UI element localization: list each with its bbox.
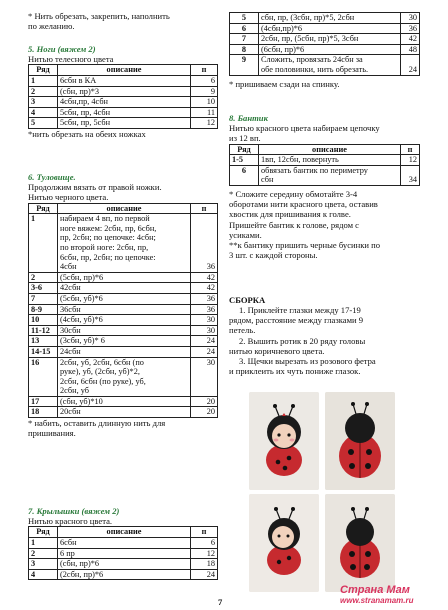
col-header-stitches: п	[191, 203, 218, 214]
ladybug-photo-back-2	[325, 494, 395, 592]
bow-note-2: **к бантику пришить черные бусинки по 3 шт. с каждой стороны.	[229, 240, 381, 261]
bow-note-1: * Сложите середину обмотайте 3-4 оборотами нити красного цвета, оставив хвостик для пришивания к голве. Пришейте бантик к голове, рядом с усиками.	[229, 188, 378, 240]
legs-subtitle: Нитью телесного цвета	[28, 54, 114, 65]
ladybug-photo-back	[325, 392, 395, 490]
intro-line: по желанию.	[28, 21, 75, 32]
bow-section	[229, 113, 420, 260]
bow-title: 8. Бантик	[229, 113, 268, 123]
table-row: 1 6сбн в КА 6	[29, 76, 218, 87]
table-row: 7 2сбн, пр, (5сбн, пр)*5, 3сбн 42	[230, 34, 420, 45]
table-row: 1 набираем 4 вп, по первой ноге вяжем: 2сбн, пр, 6сбн, пр, 2сбн; по цепочке: 4сбн; по второй ноге: 2сбн, пр, 6сбн, пр, 2сбн; по цепочке: 4сбн 36	[29, 214, 218, 273]
torso-title: 6. Туловище.	[28, 172, 76, 182]
wings-continued	[229, 12, 420, 89]
bow-line: из 12 вп.	[229, 133, 261, 144]
legs-title: 5. Ноги (вяжем 2)	[28, 44, 96, 54]
table-row: 1-5 1вп, 12сбн, повернуть 12	[230, 155, 420, 166]
col-header-row: Ряд	[29, 527, 58, 538]
wings-subtitle: Нитью красного цвета.	[28, 516, 113, 527]
wings-table	[28, 526, 218, 580]
table-row: 6 обвязать бантик по периметру сбн 34	[230, 165, 420, 185]
table-row: 2 (5сбн, пр)*6 42	[29, 272, 218, 283]
ladybug-back-icon	[325, 392, 395, 490]
ladybug-back-2-icon	[325, 494, 395, 592]
col-header-description: описание	[259, 144, 401, 155]
table-row: 14-15 24сбн 24	[29, 346, 218, 357]
ladybug-photo-grid	[249, 392, 395, 592]
table-row: 16 2сбн, уб, 2сбн, 6сбн (по руке), уб, (2сбн, уб)*2, 2сбн, 6сбн (по руке), уб, 2сбн, уб 30	[29, 357, 218, 396]
table-row: 2 6 пр 12	[29, 548, 218, 559]
assembly-step-3: 3. Щечки вырезать из розового фетра и приклеить их чуть пониже глазок.	[229, 356, 376, 377]
col-header-row: Ряд	[29, 65, 58, 76]
site-watermark-logo	[340, 584, 414, 605]
intro-note	[28, 11, 218, 31]
assembly-step-2: 2. Вышить ротик в 20 ряду головы нитью коричневого цвета.	[229, 335, 366, 356]
torso-line: Продолжим вязать от правой ножки.	[28, 182, 162, 193]
table-row: 4 (2сбн, пр)*6 24	[29, 569, 218, 580]
table-row: 8 (6сбн, пр)*6 48	[230, 44, 420, 55]
wings-title: 7. Крылышки (вяжем 2)	[28, 506, 120, 516]
torso-line: Нитью черного цвета.	[28, 192, 109, 203]
wings-note: * пришиваем сзади на спинку.	[229, 78, 340, 89]
legs-note: *нить обрезать на обеих ножках	[28, 128, 146, 139]
col-header-row: Ряд	[230, 144, 259, 155]
table-row: 18 20сбн 20	[29, 407, 218, 418]
assembly-title: СБОРКА	[229, 295, 266, 305]
legs-table	[28, 64, 218, 129]
table-row: 7 (5сбн, уб)*6 36	[29, 293, 218, 304]
torso-note: * набить, оставить длинную нить для	[28, 418, 166, 429]
col-header-description: описание	[58, 65, 191, 76]
ladybug-front-icon	[249, 392, 319, 490]
wings-section	[28, 506, 218, 580]
col-header-stitches: п	[191, 527, 218, 538]
logo-text: Страна Мам	[340, 584, 410, 596]
table-row: 3 4сбн,пр, 4сбн 10	[29, 97, 218, 108]
table-row: 6 (4сбн,пр)*6 36	[230, 23, 420, 34]
col-header-stitches: п	[401, 144, 420, 155]
torso-section	[28, 172, 218, 438]
col-header-row: Ряд	[29, 203, 58, 214]
col-header-description: описание	[58, 203, 191, 214]
col-header-description: описание	[58, 527, 191, 538]
table-row: 11-12 30сбн 30	[29, 325, 218, 336]
intro-line: * Нить обрезать, закрепить, наполнить	[28, 11, 170, 21]
table-row: 1 6сбн 6	[29, 538, 218, 549]
table-row: 5 5сбн, пр, 5сбн 12	[29, 118, 218, 129]
table-row: 13 (3сбн, уб)* 6 24	[29, 336, 218, 347]
table-row: 3 (сбн, пр)*6 18	[29, 559, 218, 570]
assembly-step-1: 1. Приклейте глазки между 17-19 рядом, расстояние между глазками 9 петель.	[229, 305, 364, 336]
ladybug-photo-front	[249, 392, 319, 490]
bow-table	[229, 144, 420, 186]
torso-note: пришивания.	[28, 428, 76, 439]
col-header-stitches: п	[191, 65, 218, 76]
table-row: 4 5сбн, пр, 4сбн 11	[29, 107, 218, 118]
table-row: 3-6 42сбн 42	[29, 283, 218, 294]
legs-section	[28, 44, 218, 139]
wings-table-continued	[229, 12, 420, 76]
table-row: 5 сбн, пр, (3сбн, пр)*5, 2сбн 30	[230, 13, 420, 24]
table-row: 17 (сбн, уб)*10 20	[29, 396, 218, 407]
bow-line: Нитью красного цвета набираем цепочку	[229, 123, 380, 134]
table-row: 10 (4сбн, уб)*6 30	[29, 315, 218, 326]
table-row: 9 Сложить, провязать 24сбн за обе половинки, нить обрезать. 24	[230, 55, 420, 75]
ladybug-photo-side	[249, 494, 319, 592]
table-row: 8-9 36сбн 36	[29, 304, 218, 315]
torso-table	[28, 203, 218, 418]
page-number: 7	[218, 597, 223, 607]
ladybug-side-icon	[249, 494, 319, 592]
assembly-section	[229, 295, 420, 376]
table-row: 2 (сбн, пр)*3 9	[29, 86, 218, 97]
logo-subtext: www.stranamam.ru	[340, 596, 414, 605]
